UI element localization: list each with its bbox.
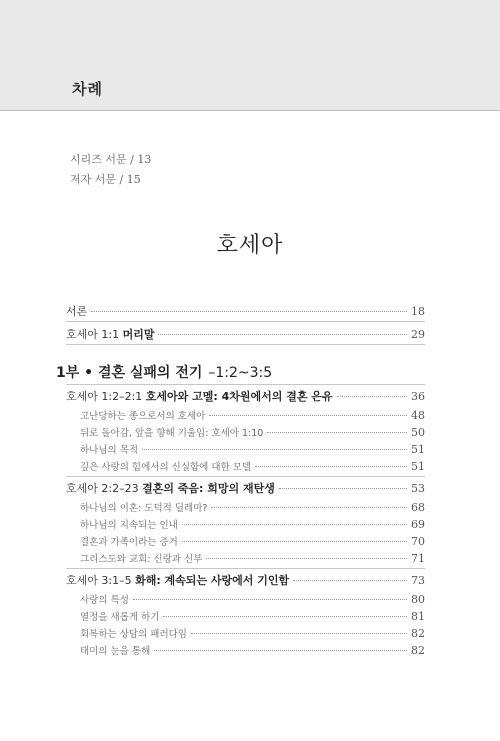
toc-section-label: 호세아 1:2–2:1 호세아와 고멜: 4차원에서의 결혼 은유 [66, 390, 333, 403]
toc-page-number: 53 [411, 482, 425, 495]
divider [66, 321, 425, 322]
toc-subentry[interactable]: 그리스도와 교회: 신랑과 신부 71 [80, 552, 425, 565]
dot-leader [163, 615, 407, 617]
toc-subentry[interactable]: 하나님의 지속되는 인내 69 [80, 518, 425, 531]
toc-subentry[interactable]: 회복하는 상담의 패러다임 82 [80, 627, 425, 640]
front-matter-item[interactable]: 시리즈 서문 / 13 [70, 153, 152, 166]
dot-leader [211, 506, 407, 508]
toc-subentry[interactable]: 고난당하는 종으로서의 호세아 48 [80, 409, 425, 422]
toc-section-label: 호세아 3:1–5 화해: 계속되는 사랑에서 기인함 [66, 574, 290, 587]
dot-leader [91, 310, 407, 312]
dot-leader [158, 333, 407, 335]
dot-leader [209, 414, 407, 416]
toc-page-number: 18 [411, 305, 425, 318]
toc-subentry[interactable]: 열정을 새롭게 하기 81 [80, 610, 425, 623]
dot-leader [191, 632, 407, 634]
dot-leader [133, 598, 407, 600]
toc-entry-label: 서론 [66, 305, 88, 318]
toc-entry-label: 호세아 1:1 머리말 [66, 328, 155, 341]
toc-entry-preface[interactable] [66, 326, 425, 343]
toc-subentry[interactable]: 깊은 사랑의 힘에서의 신실함에 대한 모델 51 [80, 460, 425, 473]
toc-page-number: 29 [411, 328, 425, 341]
toc-subentry[interactable]: 결혼과 가족이라는 증거 70 [80, 535, 425, 548]
toc-subentry[interactable]: 하나님의 이혼: 도덕적 딜레마? 68 [80, 501, 425, 514]
toc-page-number: 73 [411, 574, 425, 587]
front-matter-item[interactable]: 저자 서문 / 15 [70, 173, 141, 186]
toc-section-label: 호세아 2:2–23 결혼의 죽음: 희망의 재탄생 [66, 482, 275, 495]
toc-section[interactable] [66, 388, 425, 405]
divider [66, 384, 425, 385]
toc-subentry[interactable]: 태미의 눈을 통해 82 [80, 644, 425, 657]
toc-section[interactable] [66, 480, 425, 497]
part-title[interactable]: 1부 • 결혼 실패의 전기 –1:2~3:5 [56, 365, 273, 381]
toc-subentry[interactable]: 하나님의 목적 51 [80, 443, 425, 456]
toc-section[interactable] [66, 572, 425, 589]
dot-leader [154, 649, 407, 651]
dot-leader [267, 431, 407, 433]
dot-leader [255, 465, 407, 467]
divider [66, 344, 425, 345]
dot-leader [182, 523, 407, 525]
divider [66, 476, 425, 477]
front-matter-list [70, 150, 151, 190]
dot-leader [182, 540, 407, 542]
toc-subentry[interactable]: 뒤로 돌아감, 앞을 향해 기울임: 호세아 1:10 50 [80, 426, 425, 439]
dot-leader [279, 487, 407, 489]
dot-leader [337, 395, 407, 397]
header-band [0, 0, 500, 111]
dot-leader [206, 557, 407, 559]
toc-subentry[interactable]: 사랑의 특성 80 [80, 593, 425, 606]
dot-leader [142, 448, 407, 450]
divider [66, 568, 425, 569]
toc-entry-intro[interactable] [66, 303, 425, 320]
toc-heading: 차례 [72, 80, 103, 98]
toc-page-number: 36 [411, 390, 425, 403]
dot-leader [293, 579, 407, 581]
book-title: 호세아 [216, 233, 284, 258]
